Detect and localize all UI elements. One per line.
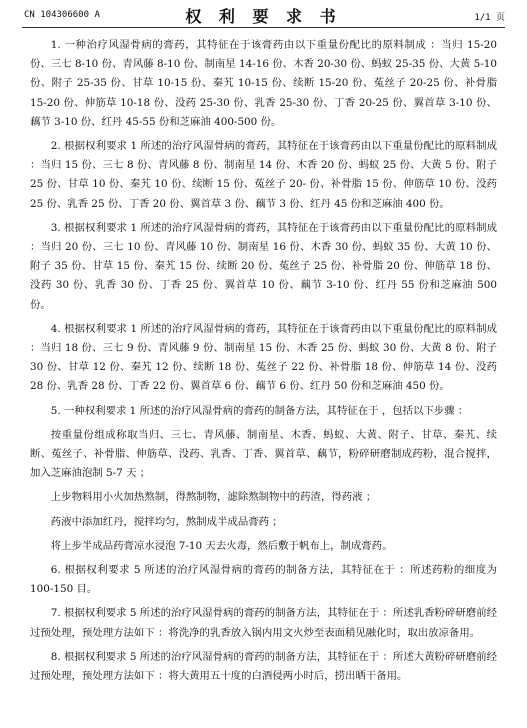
claim-5-step-1: 按重量份组成称取当归、三七、青风藤、制南星、木香、蚂蚁、大黄、附子、甘草、秦艽、续断、菟丝子、补骨脂、伸筋草、没药、乳香、丁香、翼首草、藕节，粉碎研磨制成药粉，混合搅拌，加入芝麻油泡制 5-7 天 ； bbox=[30, 428, 497, 480]
document-title: 权 利 要 求 书 bbox=[185, 7, 342, 26]
claim-3: 3. 根据权利要求 1 所述的治疗风湿骨病的膏药，其特征在于该膏药由以下重量份配比的原料制成 ：当归 20 份、三七 10 份、青风藤 10 份、制南星 16 份、木香 30 份、蚂蚁 35 份、大黄 10 份、附子 35 份、甘草 15 份、秦艽 15 份、续断 20 份、菟丝子 25 份、补骨脂 20 份、伸筋草 18 份、没药 30 份、乳香 30 份、丁香 25 份、翼首草 10 份、藕节 3-10 份、红丹 55 份和芝麻油 500 份。 bbox=[30, 221, 497, 311]
claim-5-step-3: 药液中添加红丹，搅拌均匀，熬制成半成品膏药 ； bbox=[50, 515, 283, 528]
claim-6: 6. 根据权利要求 5 所述的治疗风湿骨病的膏药的制备方法，其特征在于 ：所述药粉的细度为 100-150 目。 bbox=[30, 564, 497, 596]
claim-1: 1. 一种治疗风湿骨病的膏药，其特征在于该膏药由以下重量份配比的原料制成 ：当归 15-20 份、三七 8-10 份、青风藤 8-10 份、制南星 14-16 份、木香 20-30 份、蚂蚁 25-35 份、大黄 5-10 份、附子 25-35 份、甘草 10-15 份、秦艽 10-15 份、续断 15-20 份、菟丝子 20-25 份、补骨脂 15-20 份、伸筋草 10-18 份、没药 25-30 份、乳香 25-30 份、丁香 20-25 份、翼首草 3-10 份、藕节 3-10 份、红丹 45-55 份和芝麻油 400-500 份。 bbox=[30, 39, 497, 128]
claim-8: 8. 根据权利要求 5 所述的治疗风湿骨病的膏药的制备方法，其特征在于 ：所述大黄粉碎研磨前经过预处理，预处理方法如下 ：将大黄用五十度的白酒侵两小时后，捞出晒干备用。 bbox=[30, 650, 497, 683]
header-divider bbox=[22, 27, 505, 28]
claims-body bbox=[30, 36, 497, 691]
claim-5-step-2: 上步物料用小火加热熬制，得熬制物，滤除熬制物中的药渣，得药液 ； bbox=[50, 491, 377, 504]
publication-number: CN 104306600 A bbox=[24, 10, 100, 20]
claim-2: 2. 根据权利要求 1 所述的治疗风湿骨病的膏药，其特征在于该膏药由以下重量份配比的原料制成 ：当归 15 份、三七 8 份、青风藤 8 份、制南星 14 份、木香 20 份、蚂蚁 25 份、大黄 5 份、附子 25 份、甘草 10 份、秦艽 10 份、续断 15 份、菟丝子 20- 份、补骨脂 15 份、伸筋草 10 份、没药 25 份、乳香 25 份、丁香 20 份、翼首草 3 份、藕节 3 份、红丹 45 份和芝麻油 400 份。 bbox=[30, 140, 497, 210]
claim-5: 5. 一种权利要求 1 所述的治疗风湿骨病的膏药的制备方法，其特征在于 ，包括以下步骤 ： bbox=[50, 404, 469, 417]
claim-5-step-4: 将上步半成品药膏凉水浸泡 7-10 天去火毒，然后敷于帆布上，制成膏药。 bbox=[50, 539, 393, 552]
page-header bbox=[0, 0, 527, 26]
claim-7: 7. 根据权利要求 5 所述的治疗风湿骨病的膏药的制备方法，其特征在于 ：所述乳香粉碎研磨前经过预处理，预处理方法如下 ：将洗净的乳香放入锅内用文火炒至表面稍见融化时，取出放凉备用。 bbox=[30, 607, 497, 639]
claim-4: 4. 根据权利要求 1 所述的治疗风湿骨病的膏药，其特征在于该膏药由以下重量份配比的原料制成 ：当归 18 份、三七 9 份、青风藤 9 份、制南星 15 份、木香 25 份、蚂蚁 30 份、大黄 8 份、附子 30 份、甘草 12 份、秦艽 12 份、续断 18 份、菟丝子 22 份、补骨脂 18 份、伸筋草 14 份、没药 28 份、乳香 28 份、丁香 22 份、翼首草 6 份、藕节 6 份、红丹 50 份和芝麻油 450 份。 bbox=[30, 322, 497, 393]
page-number: 1/1 页 bbox=[474, 13, 505, 23]
